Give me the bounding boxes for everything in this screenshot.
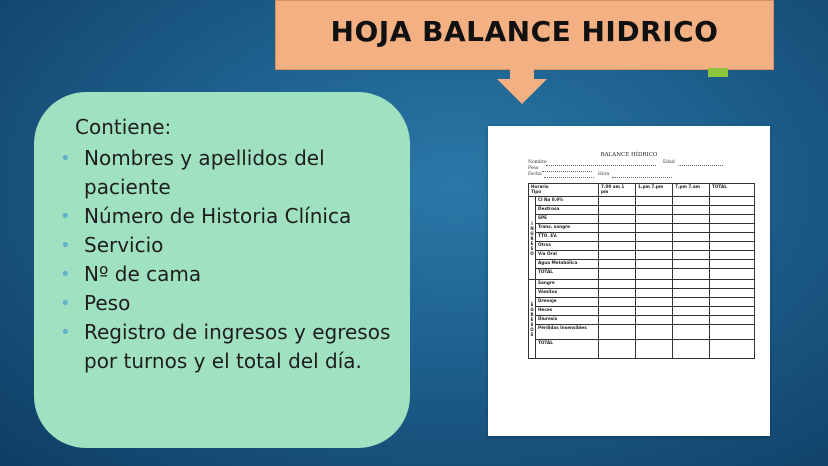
sheet-fecha-label: Fecha bbox=[528, 172, 542, 177]
table-row bbox=[529, 307, 755, 316]
table-row bbox=[529, 269, 755, 280]
fill-line bbox=[542, 171, 592, 172]
table-row bbox=[529, 251, 755, 260]
table-row bbox=[529, 242, 755, 251]
slide-title: HOJA BALANCE HIDRICO bbox=[330, 15, 719, 48]
bullet-dot-icon: • bbox=[60, 235, 71, 256]
sheet-edad-label: Edad bbox=[663, 160, 675, 165]
callout-arrow-stem bbox=[510, 67, 534, 79]
row-label: Trans. sangre bbox=[536, 224, 599, 233]
table-row bbox=[529, 340, 755, 359]
row-label: TTO. EV. bbox=[536, 233, 599, 242]
header-col1: 7.00 am 1 pm bbox=[599, 184, 636, 197]
row-label: Sangre bbox=[536, 280, 599, 289]
bullet-dot-icon: • bbox=[60, 293, 71, 314]
balance-table bbox=[528, 183, 755, 359]
row-label: Heces bbox=[536, 307, 599, 316]
fill-line bbox=[612, 177, 672, 178]
sheet-title: BALANCE HÍDRICO bbox=[600, 152, 658, 158]
bullet-list bbox=[58, 144, 408, 376]
row-label: Cl Na 0.9% bbox=[536, 197, 599, 206]
table-row bbox=[529, 325, 755, 340]
table-row bbox=[529, 316, 755, 325]
header-col3: 7.pm 7.am bbox=[673, 184, 710, 197]
bullet-item: • Registro de ingresos y egresos por turnos y el total del día. bbox=[60, 320, 391, 373]
table-row bbox=[529, 289, 755, 298]
row-label: Vía Oral bbox=[536, 251, 599, 260]
table-row bbox=[529, 280, 755, 289]
accent-bar bbox=[708, 68, 728, 77]
balance-sheet-image bbox=[488, 126, 770, 436]
bullet-item: • Nombres y apellidos del paciente bbox=[60, 146, 325, 199]
table-row bbox=[529, 197, 755, 206]
table-row bbox=[529, 260, 755, 269]
table-row bbox=[529, 298, 755, 307]
header-total: TOTAL bbox=[710, 184, 755, 197]
table-row bbox=[529, 233, 755, 242]
sheet-hora-label: Hora bbox=[598, 172, 610, 177]
table-row bbox=[529, 215, 755, 224]
fill-line bbox=[678, 165, 723, 166]
row-label: TOTAL bbox=[536, 340, 599, 359]
fill-line bbox=[544, 177, 594, 178]
row-label: Otros bbox=[536, 242, 599, 251]
bullet-item: • Peso bbox=[58, 289, 408, 318]
header-horario-tipo: Horario Tipo bbox=[529, 184, 599, 197]
row-label: Agua Metabólica bbox=[536, 260, 599, 269]
bullet-item: • Nº de cama bbox=[58, 260, 408, 289]
row-label: SPE bbox=[536, 215, 599, 224]
lead-text: Contiene: bbox=[75, 115, 172, 139]
egresos-label: E G R E S O S bbox=[529, 280, 536, 359]
title-callout bbox=[275, 0, 774, 70]
bullet-dot-icon: • bbox=[60, 206, 71, 227]
table-header-row bbox=[529, 184, 755, 197]
row-label: TOTAL bbox=[536, 269, 599, 280]
bullet-dot-icon: • bbox=[60, 322, 71, 343]
row-label: Vómitos bbox=[536, 289, 599, 298]
ingresos-label: I N G R E S O bbox=[529, 197, 536, 280]
row-label: Drenaje bbox=[536, 298, 599, 307]
row-label: Diuresis bbox=[536, 316, 599, 325]
row-label: Pérdidas Insensibles bbox=[536, 325, 599, 340]
header-col2: 1.pm 7.pm bbox=[636, 184, 673, 197]
sheet-peso-label: Peso bbox=[528, 166, 539, 171]
table-row bbox=[529, 206, 755, 215]
sheet-nombre-label: Nombre bbox=[528, 160, 547, 165]
down-arrow-icon bbox=[497, 79, 547, 104]
bullet-dot-icon: • bbox=[60, 148, 71, 169]
fill-line bbox=[546, 165, 656, 166]
bullet-dot-icon: • bbox=[60, 264, 71, 285]
table-row bbox=[529, 224, 755, 233]
row-label: Dextrosa bbox=[536, 206, 599, 215]
bullet-item: • Número de Historia Clínica bbox=[58, 202, 408, 231]
bullet-item: • Servicio bbox=[58, 231, 408, 260]
